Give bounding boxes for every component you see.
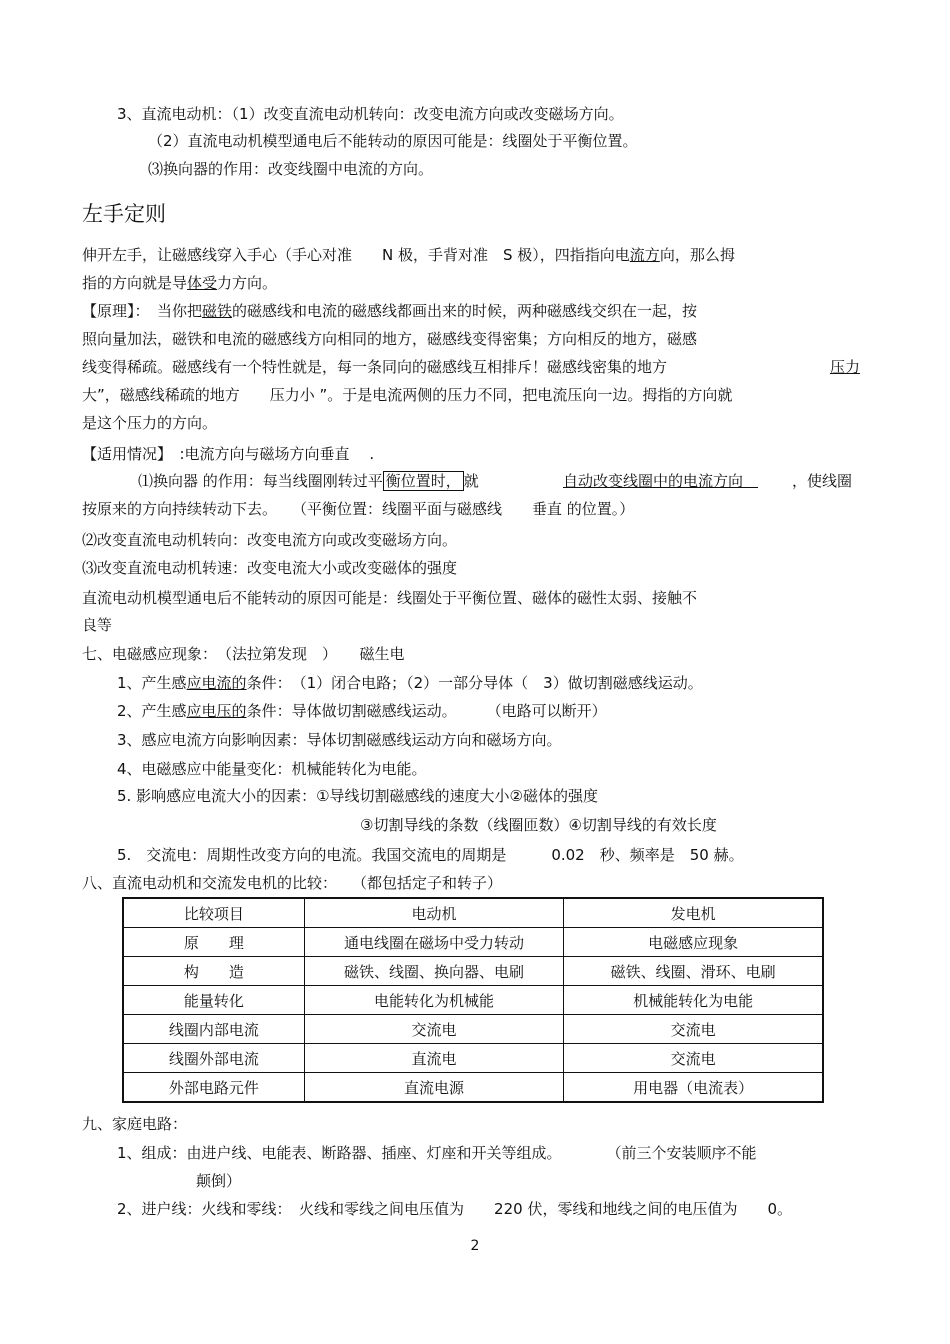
induction-item-1: 1、产生感应电流的条件： （1）闭合电路；（2）一部分导体（ 3）做切割磁感线运动。 <box>117 674 703 692</box>
alternating-current: 5. 交流电：周期性改变方向的电流。我国交流电的周期是 0.02 秒、频率是 50 赫。 <box>117 846 744 864</box>
motor-item-3-3: ⑶换向器的作用：改变线圈中电流的方向。 <box>148 160 434 178</box>
table-cell: 构 造 <box>123 957 304 986</box>
motor-not-turn-line-2: 良等 <box>82 616 113 634</box>
section-heading-induction: 七、电磁感应现象： （法拉第发现 ） 磁生电 <box>82 645 405 663</box>
table-cell: 电能转化为机械能 <box>304 986 563 1015</box>
motor-direction: ⑵改变直流电动机转向：改变电流方向或改变磁场方向。 <box>82 531 458 549</box>
table-cell: 电磁感应现象 <box>564 928 823 957</box>
table-cell: 线圈外部电流 <box>123 1044 304 1073</box>
comparison-table <box>122 897 824 1103</box>
table-row <box>123 1015 823 1044</box>
table-cell: 磁铁、线圈、滑环、电刷 <box>564 957 823 986</box>
principle-line-1: 【原理】： 当你把磁铁的磁感线和电流的磁感线都画出来的时候，两种磁感线交织在一起，按 <box>82 302 698 320</box>
household-item-2: 2、进户线：火线和零线： 火线和零线之间电压值为 220 伏，零线和地线之间的电压值为 0。 <box>117 1200 792 1218</box>
motor-speed: ⑶改变直流电动机转速：改变电流大小或改变磁体的强度 <box>82 559 458 577</box>
table-cell: 能量转化 <box>123 986 304 1015</box>
table-row <box>123 1073 823 1103</box>
motor-item-3-2: （2）直流电动机模型通电后不能转动的原因可能是：线圈处于平衡位置。 <box>148 132 638 150</box>
section-heading-comparison: 八、直流电动机和交流发电机的比较： （都包括定子和转子） <box>82 874 503 892</box>
motor-not-turn-line-1: 直流电动机模型通电后不能转动的原因可能是：线圈处于平衡位置、磁体的磁性太弱、接触不 <box>82 589 698 607</box>
induction-item-5: 5. 影响感应电流大小的因素：①导线切割磁感线的速度大小②磁体的强度 <box>117 787 598 805</box>
table-cell: 机械能转化为电能 <box>564 986 823 1015</box>
table-cell: 比较项目 <box>123 898 304 928</box>
table-cell: 磁铁、线圈、换向器、电刷 <box>304 957 563 986</box>
induction-item-5-cont: ③切割导线的条数（线圈匝数）④切割导线的有效长度 <box>360 816 717 834</box>
section-heading-left-hand-rule: 左手定则 <box>82 202 166 226</box>
induction-item-4: 4、电磁感应中能量变化：机械能转化为电能。 <box>117 760 427 778</box>
table-cell: 线圈内部电流 <box>123 1015 304 1044</box>
table-cell: 外部电路元件 <box>123 1073 304 1103</box>
section-heading-household: 九、家庭电路： <box>82 1115 188 1133</box>
principle-pressure-word: 压力 <box>830 358 861 376</box>
table-cell: 直流电 <box>304 1044 563 1073</box>
table-cell: 电动机 <box>304 898 563 928</box>
table-cell: 交流电 <box>304 1015 563 1044</box>
commutator-line-2: 按原来的方向持续转动下去。 （平衡位置：线圈平面与磁感线 垂直 的位置。） <box>82 500 635 518</box>
table-row <box>123 957 823 986</box>
table-row <box>123 986 823 1015</box>
household-item-1-cont: 颠倒） <box>196 1172 242 1190</box>
induction-item-2: 2、产生感应电压的条件：导体做切割磁感线运动。 （电路可以断开） <box>117 702 607 720</box>
applicable-condition: 【适用情况】 :电流方向与磁场方向垂直 . <box>82 445 375 463</box>
principle-line-3: 线变得稀疏。磁感线有一个特性就是，每一条同向的磁感线互相排斥！磁感线密集的地方 <box>82 358 668 376</box>
commutator-line-1-end: ，使线圈 <box>792 472 853 490</box>
commutator-line-1: ⑴换向器 的作用：每当线圈刚转过平 衡位置时， 就 <box>138 472 479 490</box>
table-cell: 发电机 <box>564 898 823 928</box>
principle-line-4: 大”，磁感线稀疏的地方 压力小 ”。于是电流两侧的压力不同，把电流压向一边。拇指的方向就 <box>82 386 733 404</box>
left-hand-rule-line-1: 伸开左手，让磁感线穿入手心（手心对准 N 极，手背对准 S 极），四指指向电流方向，那么拇 <box>82 246 735 264</box>
table-row <box>123 1044 823 1073</box>
table-row <box>123 928 823 957</box>
motor-item-3: 3、直流电动机：（1）改变直流电动机转向：改变电流方向或改变磁场方向。 <box>117 105 624 123</box>
table-cell: 通电线圈在磁场中受力转动 <box>304 928 563 957</box>
commutator-auto-change: 自动改变线圈中的电流方向 <box>563 472 759 490</box>
left-hand-rule-line-2: 指的方向就是导体受力方向。 <box>82 274 278 292</box>
table-cell: 原 理 <box>123 928 304 957</box>
induction-item-3: 3、感应电流方向影响因素：导体切割磁感线运动方向和磁场方向。 <box>117 731 562 749</box>
page-number: 2 <box>470 1238 480 1254</box>
household-item-1: 1、组成：由进户线、电能表、断路器、插座、灯座和开关等组成。 （前三个安装顺序不能 <box>117 1144 757 1162</box>
table-cell: 交流电 <box>564 1044 823 1073</box>
table-row <box>123 898 823 928</box>
table-cell: 直流电源 <box>304 1073 563 1103</box>
table-cell: 用电器（电流表） <box>564 1073 823 1103</box>
principle-line-5: 是这个压力的方向。 <box>82 414 218 432</box>
table-cell: 交流电 <box>564 1015 823 1044</box>
principle-line-2: 照向量加法，磁铁和电流的磁感线方向相同的地方，磁感线变得密集；方向相反的地方，磁感 <box>82 330 698 348</box>
